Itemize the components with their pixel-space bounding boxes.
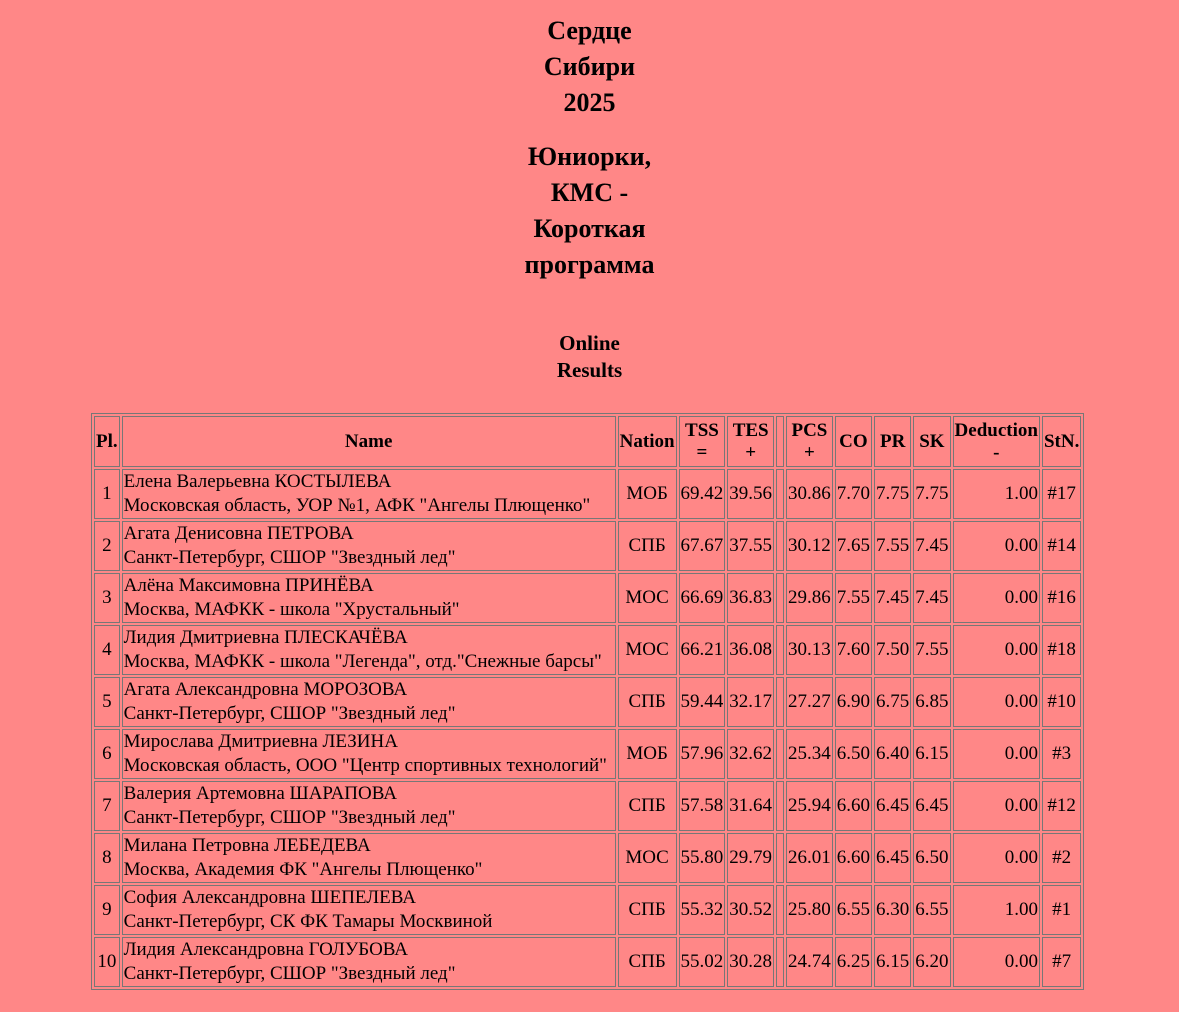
- sk-cell: 7.45: [913, 573, 950, 623]
- co-cell: 7.55: [835, 573, 872, 623]
- table-row: [94, 677, 1081, 727]
- nation-cell: СПБ: [618, 677, 677, 727]
- header-tes-op: +: [745, 441, 757, 463]
- header-tes: [727, 416, 774, 467]
- nation-cell: МОС: [618, 573, 677, 623]
- nation-cell: СПБ: [618, 937, 677, 987]
- table-row: [94, 833, 1081, 883]
- pcs-cell: 30.13: [786, 625, 833, 675]
- skater-name: Алёна Максимовна ПРИНЁВА: [123, 575, 374, 596]
- skater-club: Москва, МАФКК - школа "Легенда", отд."Снежные барсы": [123, 651, 602, 672]
- deduction-cell: 0.00: [953, 573, 1040, 623]
- table-row: [94, 937, 1081, 987]
- header-sk: SK: [913, 416, 950, 467]
- header-deduction: [953, 416, 1040, 467]
- results-label: Results: [556, 358, 623, 382]
- place-cell: 4: [94, 625, 120, 675]
- skater-name: Мирослава Дмитриевна ЛЕЗИНА: [123, 731, 398, 752]
- table-row: [94, 625, 1081, 675]
- place-cell: 7: [94, 781, 120, 831]
- co-cell: 7.70: [835, 469, 872, 519]
- start-number-cell: #1: [1042, 885, 1081, 935]
- skater-name: Елена Валерьевна КОСТЫЛЕВА: [123, 471, 392, 492]
- pr-cell: 6.45: [874, 833, 911, 883]
- name-cell: [122, 781, 616, 831]
- pcs-cell: 24.74: [786, 937, 833, 987]
- name-cell: [122, 625, 616, 675]
- tes-cell: 31.64: [727, 781, 774, 831]
- place-cell: 10: [94, 937, 120, 987]
- tes-cell: 36.83: [727, 573, 774, 623]
- pr-cell: 6.30: [874, 885, 911, 935]
- start-number-cell: #2: [1042, 833, 1081, 883]
- start-number-cell: #10: [1042, 677, 1081, 727]
- pr-cell: 6.75: [874, 677, 911, 727]
- nation-cell: СПБ: [618, 521, 677, 571]
- skater-name: Лидия Александровна ГОЛУБОВА: [123, 939, 408, 960]
- skater-club: Москва, МАФКК - школа "Хрустальный": [123, 599, 460, 620]
- tes-cell: 32.17: [727, 677, 774, 727]
- nation-cell: МОБ: [618, 729, 677, 779]
- online-label: Online: [559, 331, 620, 355]
- category-title-line: программа: [524, 250, 655, 279]
- header-tss-op: =: [696, 441, 708, 463]
- spacer-cell: [776, 521, 784, 571]
- header-pcs: [786, 416, 833, 467]
- skater-club: Московская область, УОР №1, АФК "Ангелы Плющенко": [123, 495, 591, 516]
- sk-cell: 6.15: [913, 729, 950, 779]
- spacer-cell: [776, 937, 784, 987]
- tss-cell: 55.02: [679, 937, 726, 987]
- sk-cell: 6.20: [913, 937, 950, 987]
- co-cell: 7.65: [835, 521, 872, 571]
- header-pcs-op: +: [804, 441, 815, 463]
- tes-cell: 37.55: [727, 521, 774, 571]
- name-cell: [122, 833, 616, 883]
- pcs-cell: 27.27: [786, 677, 833, 727]
- co-cell: 6.90: [835, 677, 872, 727]
- place-cell: 9: [94, 885, 120, 935]
- start-number-cell: #12: [1042, 781, 1081, 831]
- pcs-cell: 25.34: [786, 729, 833, 779]
- spacer-cell: [776, 885, 784, 935]
- spacer-cell: [776, 729, 784, 779]
- sk-cell: 6.45: [913, 781, 950, 831]
- start-number-cell: #7: [1042, 937, 1081, 987]
- deduction-cell: 0.00: [953, 937, 1040, 987]
- header-tss-label: TSS: [685, 419, 719, 441]
- pr-cell: 6.45: [874, 781, 911, 831]
- tes-cell: 30.28: [727, 937, 774, 987]
- name-cell: [122, 573, 616, 623]
- deduction-cell: 0.00: [953, 625, 1040, 675]
- header-nation: Nation: [618, 416, 677, 467]
- skater-club: Санкт-Петербург, СШОР "Звездный лед": [123, 703, 456, 724]
- event-year: 2025: [563, 88, 616, 117]
- category-title: [490, 139, 690, 283]
- header-co: CO: [835, 416, 872, 467]
- skater-name: Валерия Артемовна ШАРАПОВА: [123, 783, 397, 804]
- header-deduction-label: Deduction: [954, 419, 1038, 441]
- skater-club: Санкт-Петербург, СК ФК Тамары Москвиной: [123, 911, 493, 932]
- table-row: [94, 521, 1081, 571]
- pcs-cell: 30.12: [786, 521, 833, 571]
- pr-cell: 6.15: [874, 937, 911, 987]
- tss-cell: 67.67: [679, 521, 726, 571]
- deduction-cell: 0.00: [953, 521, 1040, 571]
- table-row: [94, 469, 1081, 519]
- sk-cell: 7.75: [913, 469, 950, 519]
- start-number-cell: #17: [1042, 469, 1081, 519]
- pr-cell: 7.75: [874, 469, 911, 519]
- spacer-cell: [776, 833, 784, 883]
- nation-cell: МОС: [618, 833, 677, 883]
- skater-name: Милана Петровна ЛЕБЕДЕВА: [123, 835, 371, 856]
- tss-cell: 57.96: [679, 729, 726, 779]
- pr-cell: 7.50: [874, 625, 911, 675]
- event-title-line: Сердце: [547, 16, 632, 45]
- header-tss: [679, 416, 726, 467]
- pcs-cell: 26.01: [786, 833, 833, 883]
- name-cell: [122, 469, 616, 519]
- skater-name: София Александровна ШЕПЕЛЕВА: [123, 887, 416, 908]
- place-cell: 8: [94, 833, 120, 883]
- header-deduction-op: -: [993, 441, 1000, 463]
- pr-cell: 7.55: [874, 521, 911, 571]
- place-cell: 3: [94, 573, 120, 623]
- event-title: [490, 0, 690, 121]
- sk-cell: 6.85: [913, 677, 950, 727]
- spacer-cell: [776, 677, 784, 727]
- name-cell: [122, 885, 616, 935]
- nation-cell: МОБ: [618, 469, 677, 519]
- tss-cell: 55.32: [679, 885, 726, 935]
- header-pcs-label: PCS: [791, 419, 828, 441]
- header-pr: PR: [874, 416, 911, 467]
- name-cell: [122, 677, 616, 727]
- skater-club: Санкт-Петербург, СШОР "Звездный лед": [123, 547, 456, 568]
- tes-cell: 39.56: [727, 469, 774, 519]
- tes-cell: 29.79: [727, 833, 774, 883]
- co-cell: 6.60: [835, 781, 872, 831]
- tes-cell: 30.52: [727, 885, 774, 935]
- sk-cell: 6.55: [913, 885, 950, 935]
- nation-cell: МОС: [618, 625, 677, 675]
- skater-club: Московская область, ООО "Центр спортивных технологий": [123, 755, 607, 776]
- skater-club: Санкт-Петербург, СШОР "Звездный лед": [123, 807, 456, 828]
- skater-club: Санкт-Петербург, СШОР "Звездный лед": [123, 963, 456, 984]
- category-title-line: Короткая: [533, 214, 646, 243]
- tss-cell: 66.21: [679, 625, 726, 675]
- header-tes-label: TES: [732, 419, 769, 441]
- place-cell: 5: [94, 677, 120, 727]
- deduction-cell: 0.00: [953, 677, 1040, 727]
- start-number-cell: #18: [1042, 625, 1081, 675]
- deduction-cell: 0.00: [953, 781, 1040, 831]
- co-cell: 7.60: [835, 625, 872, 675]
- spacer-cell: [776, 573, 784, 623]
- skater-name: Агата Александровна МОРОЗОВА: [123, 679, 408, 700]
- pr-cell: 6.40: [874, 729, 911, 779]
- event-title-line: Сибири: [543, 52, 636, 81]
- nation-cell: СПБ: [618, 885, 677, 935]
- results-table-body: [94, 469, 1081, 987]
- deduction-cell: 0.00: [953, 729, 1040, 779]
- sk-cell: 6.50: [913, 833, 950, 883]
- start-number-cell: #14: [1042, 521, 1081, 571]
- place-cell: 6: [94, 729, 120, 779]
- place-cell: 2: [94, 521, 120, 571]
- deduction-cell: 1.00: [953, 885, 1040, 935]
- pcs-cell: 30.86: [786, 469, 833, 519]
- header-place: Pl.: [94, 416, 120, 467]
- pr-cell: 7.45: [874, 573, 911, 623]
- table-row: [94, 729, 1081, 779]
- name-cell: [122, 937, 616, 987]
- sk-cell: 7.55: [913, 625, 950, 675]
- sk-cell: 7.45: [913, 521, 950, 571]
- deduction-cell: 0.00: [953, 833, 1040, 883]
- header-name: Name: [122, 416, 616, 467]
- header-start-number: StN.: [1042, 416, 1081, 467]
- skater-name: Агата Денисовна ПЕТРОВА: [123, 523, 354, 544]
- nation-cell: СПБ: [618, 781, 677, 831]
- tes-cell: 36.08: [727, 625, 774, 675]
- start-number-cell: #16: [1042, 573, 1081, 623]
- results-table: [91, 413, 1084, 990]
- spacer-cell: [776, 781, 784, 831]
- pcs-cell: 25.94: [786, 781, 833, 831]
- skater-club: Москва, Академия ФК "Ангелы Плющенко": [123, 859, 483, 880]
- tss-cell: 69.42: [679, 469, 726, 519]
- tss-cell: 59.44: [679, 677, 726, 727]
- skater-name: Лидия Дмитриевна ПЛЕСКАЧЁВА: [123, 627, 408, 648]
- spacer-cell: [776, 469, 784, 519]
- online-results-heading: [490, 330, 690, 384]
- tss-cell: 57.58: [679, 781, 726, 831]
- co-cell: 6.55: [835, 885, 872, 935]
- co-cell: 6.25: [835, 937, 872, 987]
- pcs-cell: 25.80: [786, 885, 833, 935]
- category-title-line: КМС -: [550, 178, 629, 207]
- spacer-cell: [776, 625, 784, 675]
- table-row: [94, 573, 1081, 623]
- pcs-cell: 29.86: [786, 573, 833, 623]
- category-title-line: Юниорки,: [527, 142, 652, 171]
- tss-cell: 55.80: [679, 833, 726, 883]
- table-row: [94, 781, 1081, 831]
- name-cell: [122, 521, 616, 571]
- place-cell: 1: [94, 469, 120, 519]
- deduction-cell: 1.00: [953, 469, 1040, 519]
- start-number-cell: #3: [1042, 729, 1081, 779]
- tss-cell: 66.69: [679, 573, 726, 623]
- table-row: [94, 885, 1081, 935]
- header-spacer: [776, 416, 784, 467]
- tes-cell: 32.62: [727, 729, 774, 779]
- name-cell: [122, 729, 616, 779]
- table-header-row: [94, 416, 1081, 467]
- co-cell: 6.50: [835, 729, 872, 779]
- co-cell: 6.60: [835, 833, 872, 883]
